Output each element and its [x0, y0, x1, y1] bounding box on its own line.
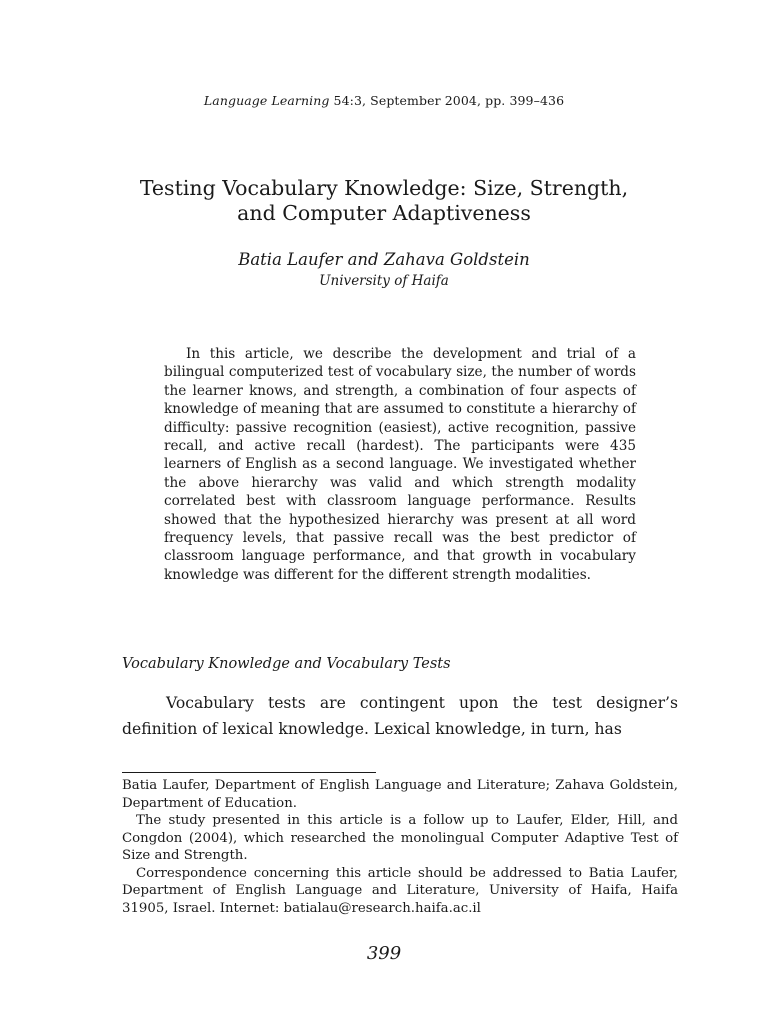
article-title-line-1: Testing Vocabulary Knowledge: Size, Strength,: [139, 176, 629, 200]
article-title: [60, 176, 708, 226]
author-affiliation: University of Haifa: [319, 273, 449, 289]
footnote-divider: [122, 772, 376, 773]
abstract: In this article, we describe the development and trial of a bilingual computerized test of vocabulary size, the number of words the learner knows, and strength, a combination of four aspects of knowledge of meaning that are assumed to constitute a hierarchy of difficulty: passive recognition (easiest), active recognition, passive recall, and active recall (hardest). The participants were 435 learners of English as a second language. We investigated whether the above hierarchy was valid and which strength modality correlated best with classroom language performance. Results showed that the hypothesized hierarchy was present at all word frequency levels, that passive recall was the best predictor of classroom language performance, and that growth in vocabulary knowledge was different for the different strength modalities.: [164, 346, 636, 583]
footnote-correspondence: Correspondence concerning this article should be addressed to Batia Laufer, Department of English Language and Literature, University of Haifa, Haifa 31905, Israel. Internet: batialau@research.haifa.ac.il: [122, 865, 678, 916]
section-heading: Vocabulary Knowledge and Vocabulary Tests: [122, 656, 451, 672]
footnotes: [122, 777, 678, 917]
journal-citation: [0, 93, 768, 108]
footnote-author-departments: Batia Laufer, Department of English Language and Literature; Zahava Goldstein, Department of Education.: [122, 778, 678, 811]
page-number: 399: [366, 943, 402, 964]
body-paragraph: Vocabulary tests are contingent upon the test designer’s definition of lexical knowledge. Lexical knowledge, in turn, has: [122, 694, 678, 738]
journal-name: Language Learning: [203, 93, 330, 108]
article-authors: Batia Laufer and Zahava Goldstein: [238, 250, 530, 269]
journal-issue: 54:3, September 2004, pp. 399–436: [329, 93, 565, 108]
article-title-line-2: and Computer Adaptiveness: [237, 201, 531, 225]
footnote-study-note: The study presented in this article is a follow up to Laufer, Elder, Hill, and Congdon (2004), which researched the monolingual Computer Adaptive Test of Size and Strength.: [122, 813, 678, 863]
